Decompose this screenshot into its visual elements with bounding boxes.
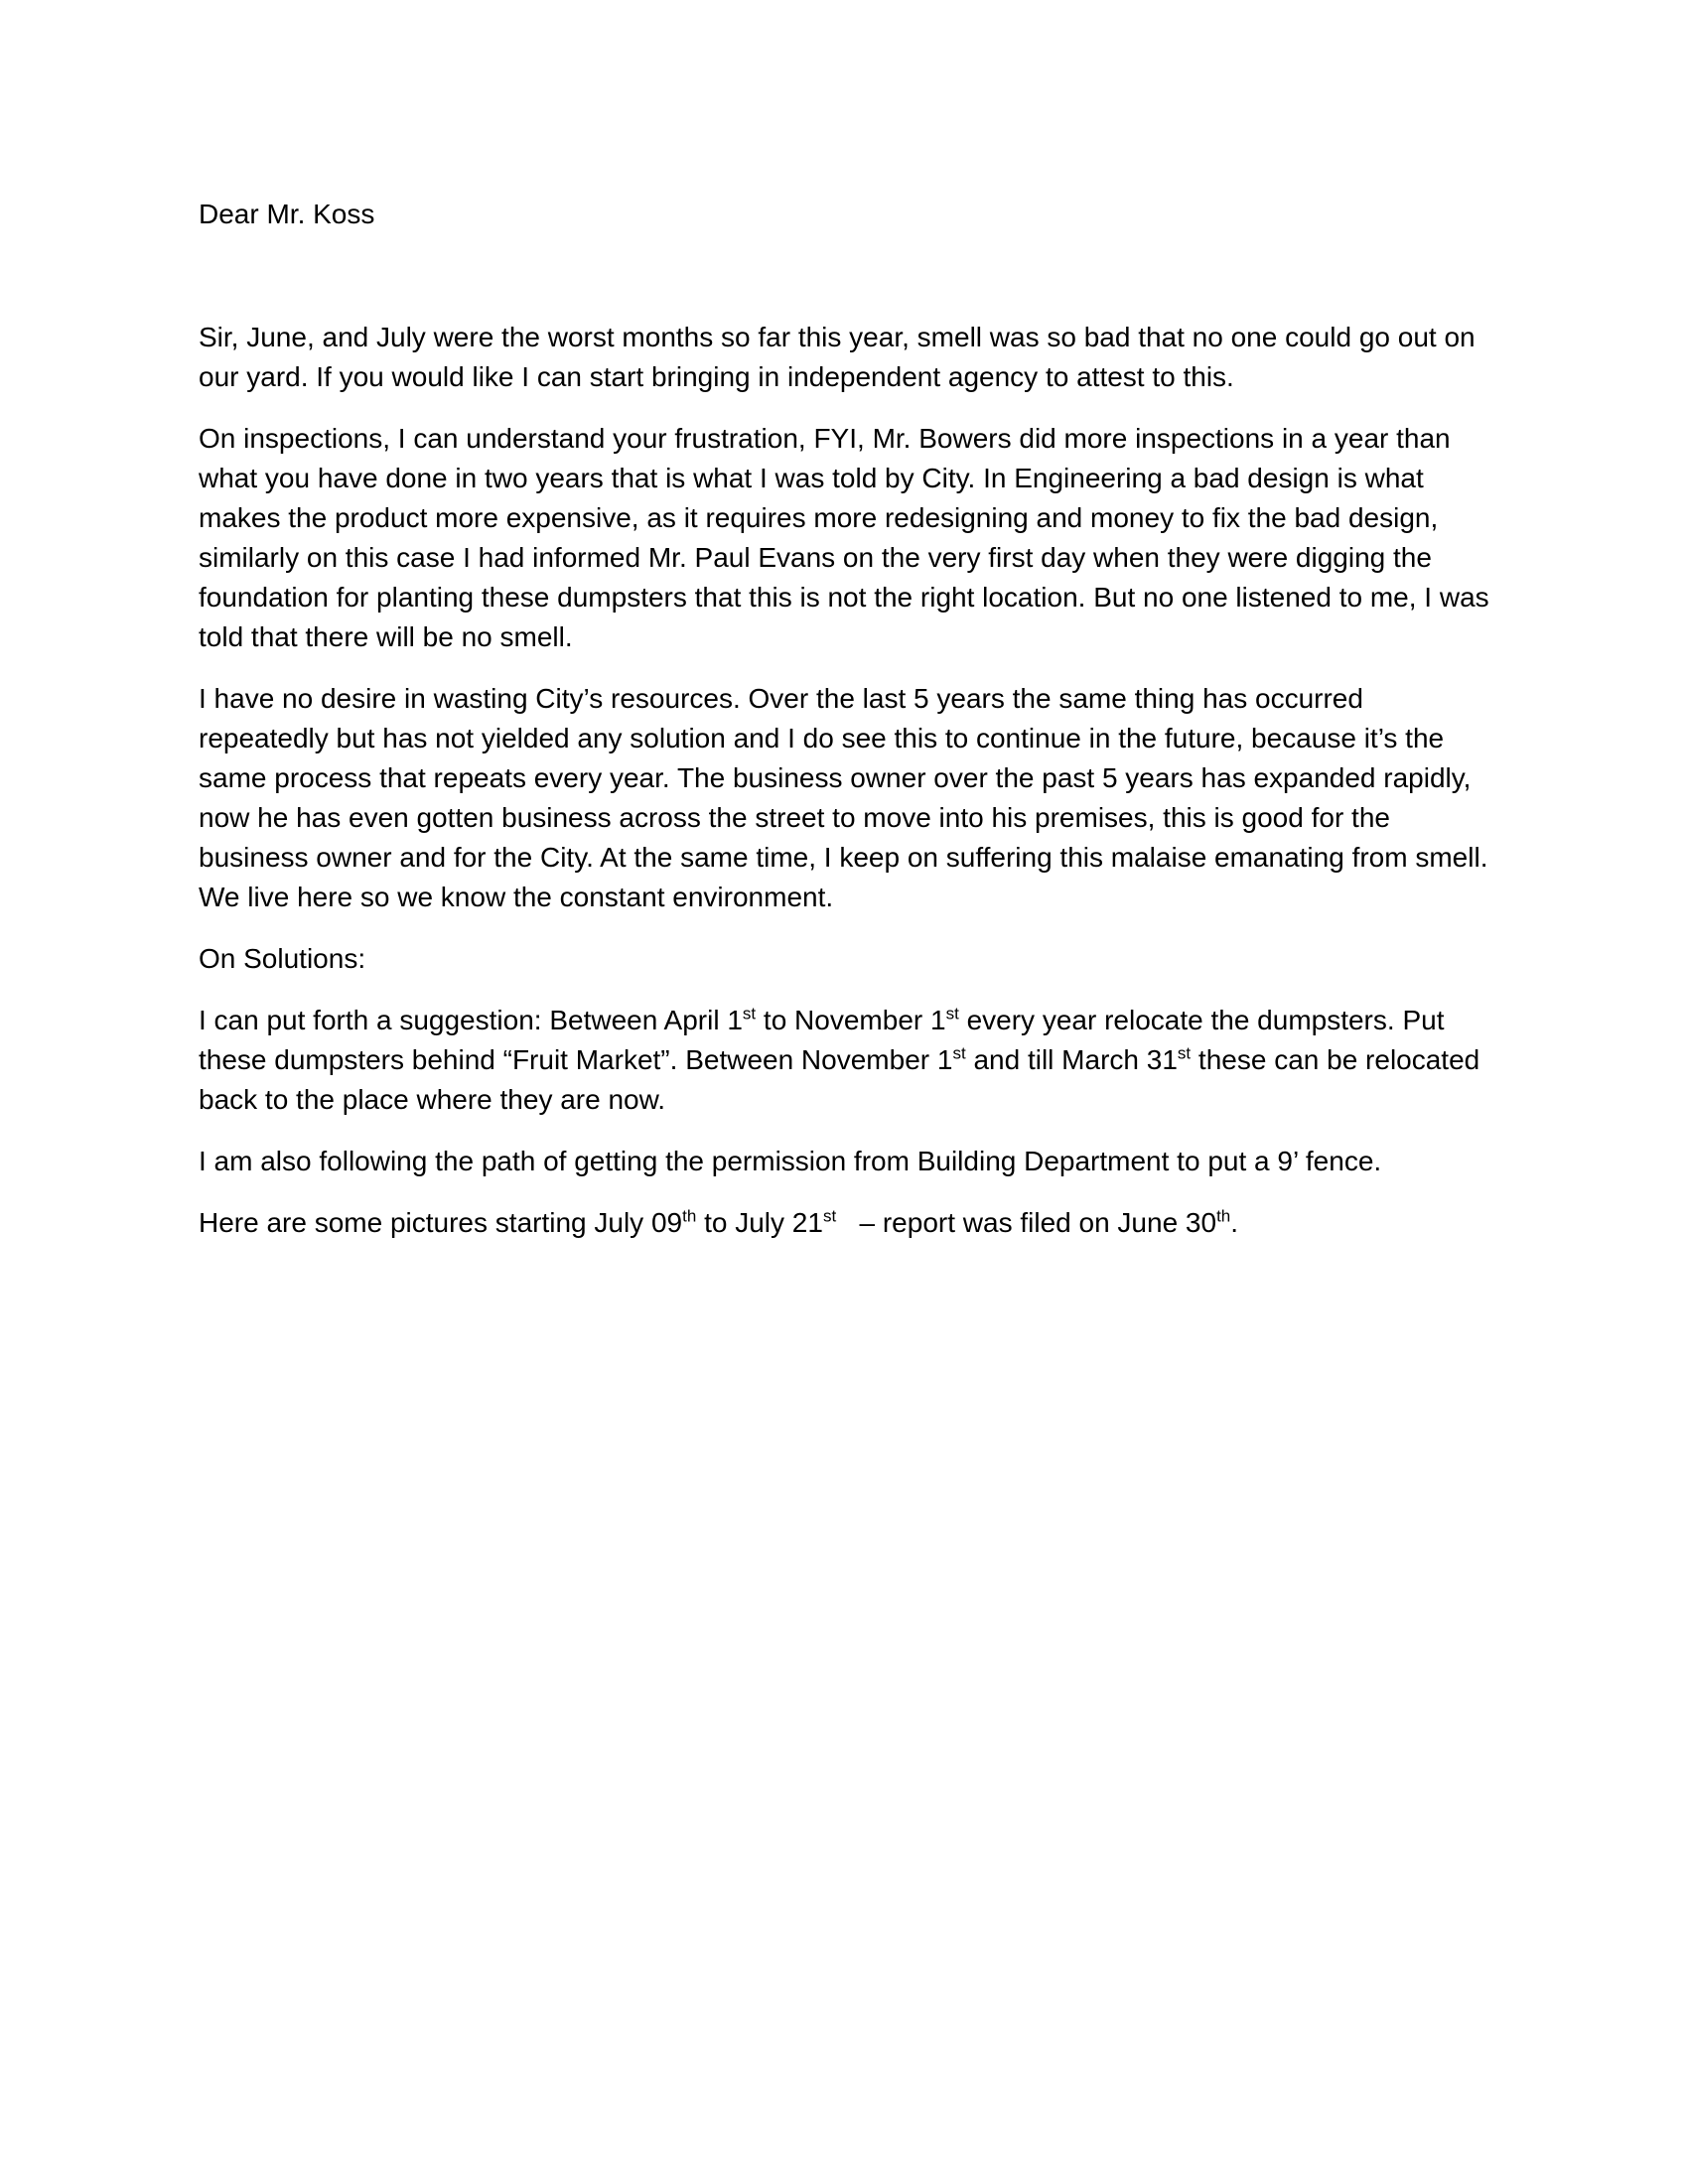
pictures-text-4: . xyxy=(1230,1207,1239,1238)
solutions-heading: On Solutions: xyxy=(199,943,366,974)
ordinal-suffix: st xyxy=(952,1043,966,1063)
paragraph-city-resources: I have no desire in wasting City’s resources. Over the last 5 years the same thing has occurred repeatedly but has not yielded any solution and I do see this to continue in the future, because it’s the same process that repeats every year. The business owner over the past 5 years has expanded rapidly, now he has even gotten business across the street to move into his premises, this is good for the business owner and for the City. At the same time, I keep on suffering this malaise emanating from smell. We live here so we know the constant environment. xyxy=(199,683,1488,912)
suggestion-text-2: to November 1 xyxy=(756,1005,946,1035)
suggestion-text-5: these can be relocated back to the place where they are now. xyxy=(199,1044,1480,1115)
pictures-text-1: Here are some pictures starting July 09 xyxy=(199,1207,683,1238)
ordinal-suffix: th xyxy=(1216,1206,1231,1226)
ordinal-suffix: st xyxy=(822,1206,837,1226)
suggestion-text-1: I can put forth a suggestion: Between April 1 xyxy=(199,1005,743,1035)
ordinal-suffix: st xyxy=(742,1004,757,1024)
pictures-text-3: – report was filed on June 30 xyxy=(836,1207,1217,1238)
paragraph-suggestion xyxy=(199,1001,1489,1120)
suggestion-text-3: every year relocate the dumpsters. Put these dumpsters behind “Fruit Market”. Between November 1 xyxy=(199,1005,1445,1075)
ordinal-suffix: th xyxy=(682,1206,697,1226)
ordinal-suffix: st xyxy=(1177,1043,1192,1063)
paragraph-smell-complaint: Sir, June, and July were the worst months so far this year, smell was so bad that no one could go out on our yard. If you would like I can start bringing in independent agency to attest to this. xyxy=(199,322,1476,392)
letter-body xyxy=(199,195,1489,1265)
paragraph-inspections: On inspections, I can understand your frustration, FYI, Mr. Bowers did more inspections in a year than what you have done in two years that is what I was told by City. In Engineering a bad design is what makes the product more expensive, as it requires more redesigning and money to fix the bad design, similarly on this case I had informed Mr. Paul Evans on the very first day when they were digging the foundation for planting these dumpsters that this is not the right location. But no one listened to me, I was told that there will be no smell. xyxy=(199,423,1489,652)
pictures-text-2: to July 21 xyxy=(696,1207,823,1238)
paragraph-fence: I am also following the path of getting the permission from Building Department to put a 9’ fence. xyxy=(199,1146,1382,1176)
salutation: Dear Mr. Koss xyxy=(199,199,375,229)
suggestion-text-4: and till March 31 xyxy=(965,1044,1178,1075)
ordinal-suffix: st xyxy=(945,1004,959,1024)
paragraph-pictures xyxy=(199,1203,1489,1243)
